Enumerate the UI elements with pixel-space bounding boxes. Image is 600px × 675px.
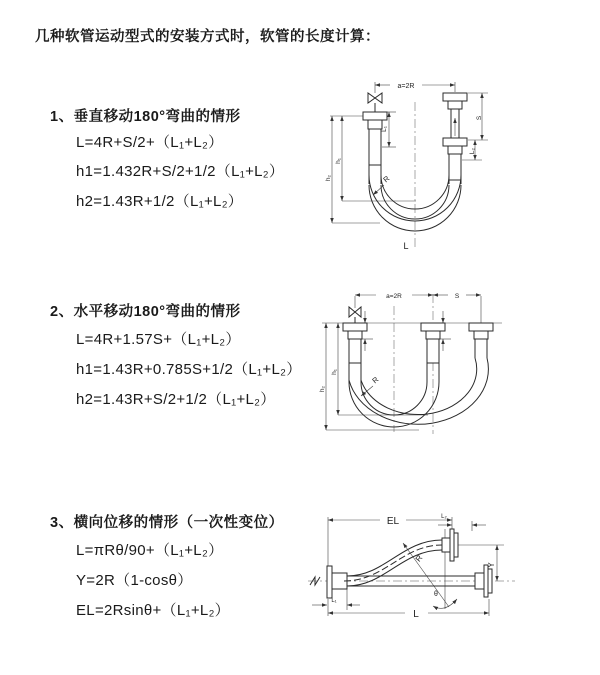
dim-label-l2: L₂	[469, 147, 476, 155]
section1-formula-h1: h1=1.432R+S/2+1/2（L₁+L₂）	[76, 163, 285, 180]
length-label: L	[403, 241, 409, 251]
section2-heading: 2、水平移动180°弯曲的情形	[50, 304, 241, 320]
dim-label-el: EL	[386, 516, 400, 527]
braided-hose-section	[427, 339, 439, 363]
hose-drawing	[343, 323, 493, 427]
dim-label-h2: h₂	[319, 385, 326, 393]
length-label: L	[413, 609, 419, 620]
dim-label-l1: L₁	[381, 126, 388, 132]
dim-label-s: S	[454, 293, 460, 300]
section1-heading: 1、垂直移动180°弯曲的情形	[50, 109, 241, 125]
radius-label: R	[370, 374, 381, 386]
dimension-lines	[330, 82, 488, 223]
dim-label-l2: L₂	[441, 514, 447, 520]
dimension-lines	[312, 517, 504, 616]
dim-label-a2r: a=2R	[386, 293, 402, 300]
section2-formula-h2: h2=1.43R+S/2+1/2（L₁+L₂）	[76, 391, 276, 408]
dim-label-l1: L₁	[331, 598, 337, 604]
section3-formula-L: L=πRθ/90+（L₁+L₂）	[76, 542, 224, 559]
section3-heading: 3、横向位移的情形（一次性变位）	[50, 515, 284, 531]
hose-drawing	[327, 529, 492, 598]
section3-formula-EL: EL=2Rsinθ+（L₁+L₂）	[76, 602, 230, 619]
dim-label-h1: h₁	[335, 158, 342, 164]
braided-hose-section	[349, 339, 361, 363]
dim-label-a2r: a=2R	[397, 83, 415, 90]
dim-label-h1: h₁	[331, 369, 338, 375]
page-title: 几种软管运动型式的安装方式时，软管的长度计算：	[35, 29, 380, 45]
radius-label: R	[381, 173, 392, 185]
section1-formula-h2: h2=1.43R+1/2（L₁+L₂）	[76, 193, 244, 210]
braided-hose-section	[369, 129, 381, 165]
diagram-vertical-180-bend	[318, 68, 583, 263]
dim-label-y: Y	[487, 562, 496, 568]
dim-label-s: S	[476, 115, 483, 121]
section3-formula-Y: Y=2R（1-cosθ）	[76, 572, 193, 589]
section2-formula-h1: h1=1.43R+0.785S+1/2（L₁+L₂）	[76, 361, 302, 378]
diagram-horizontal-180-bend	[312, 282, 597, 452]
valve-icon	[349, 307, 361, 323]
angle-label: θ	[434, 591, 438, 598]
valve-icon	[368, 93, 382, 112]
dim-label-h2: h₂	[325, 174, 332, 182]
section1-formula-L: L=4R+S/2+（L₁+L₂）	[76, 134, 224, 151]
radius-label: R	[413, 553, 425, 564]
diagram-lateral-displacement	[300, 503, 600, 653]
section2-formula-L: L=4R+1.57S+（L₁+L₂）	[76, 331, 241, 348]
braided-hose-section	[449, 154, 461, 180]
